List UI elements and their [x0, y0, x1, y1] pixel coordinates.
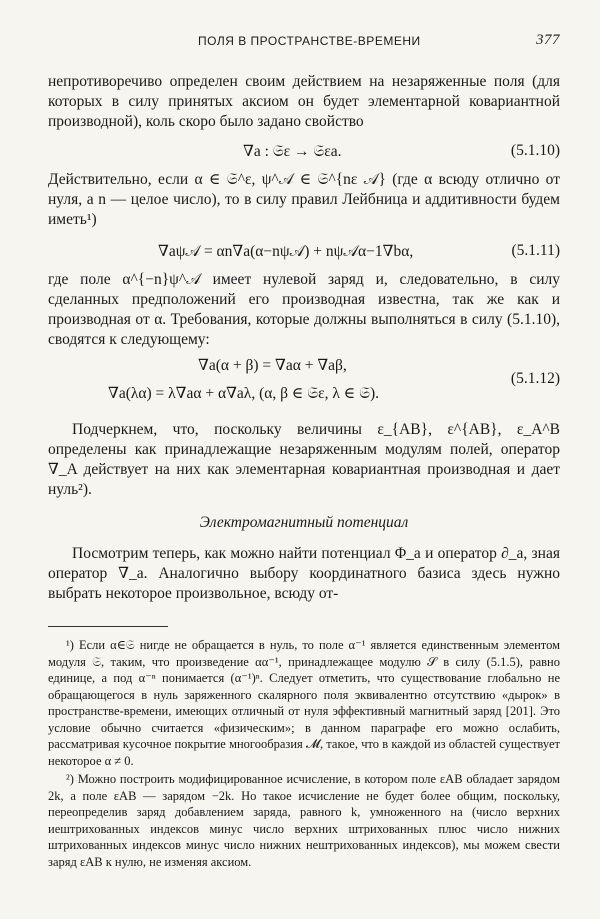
equation-number: (5.1.12) — [510, 370, 560, 387]
equation-number: (5.1.10) — [510, 142, 560, 159]
section-title: Электромагнитный потенциал — [199, 514, 409, 531]
paragraph-4: Подчеркнем, что, поскольку величины ε_{AB}, ε^{AB}, ε_A^B определены как принадлежащие незаряженным модулям полей, оператор ∇_A действует на них как элементарная ковариантная производная и дает нуль²). — [48, 421, 560, 498]
paragraph-2: Действительно, если α ∈ 𝔖^ε, ψ^𝒜 ∈ 𝔖^{nε 𝒜} (где α всюду отлично от нуля, а n — целое число), то в силу правил Лейбница и аддитивности будем иметь¹) — [48, 171, 560, 228]
equation-formula: ∇aψ𝒜 = αn∇a(α−nψ𝒜) + nψ𝒜α−1∇bα, — [158, 243, 414, 260]
equation-formula: ∇a : 𝔖ε → 𝔖εa. — [243, 143, 342, 160]
header-title: ПОЛЯ В ПРОСТРАНСТВЕ-ВРЕМЕНИ — [198, 34, 421, 48]
running-header — [48, 28, 560, 50]
equation-line-2: ∇a(λα) = λ∇aα + α∇aλ, (α, β ∈ 𝔖ε, λ ∈ 𝔖). — [108, 385, 380, 402]
footnote-rule — [48, 626, 168, 627]
equation-5-1-12 — [48, 354, 560, 412]
equation-line-1: ∇a(α + β) = ∇aα + ∇aβ, — [198, 357, 347, 374]
page — [48, 28, 560, 870]
paragraph-5: Посмотрим теперь, как можно найти потенциал Φ_a и оператор ∂_a, зная оператор ∇_a. Аналогично выбору координатного базиса здесь нужно выбрать некоторое произвольное, всюду от- — [48, 545, 560, 602]
equation-5-1-11 — [48, 238, 560, 266]
footnote-2: ²) Можно построить модифицированное исчисление, в котором поле εAB обладает зарядом 2k, а поле εAB — зарядом −2k. Но такое исчисление не будет более общим, поскольку, переопределив заряд добавлением заряда, равного k, умноженного на (число верхних иештрихованных индексов минус число верхних штрихованных плюс число нижних штрихованных индексов минус число нижних нештрихованных индексов), мы можем свести заряд εAB к нулю, не изменяя аксиом. — [48, 772, 560, 869]
paragraph-3: где поле α^{−n}ψ^𝒜 имеет нулевой заряд и, следовательно, в силу сделанных предположений его производная известна, так же как и производная от α. Требования, которые должны выполняться в силу (5.1.10), сводятся к следующему: — [48, 271, 560, 348]
page-number: 377 — [536, 32, 560, 48]
footnote-1: ¹) Если α∈𝔖 нигде не обращается в нуль, то поле α⁻¹ является единственным элементом модуля 𝔖, таким, что произведение αα⁻¹, принадлежащее модулю 𝒮 в силу (5.1.5), равно единице, а под α⁻ⁿ понимается (α⁻¹)ⁿ. Следует отметить, что существование глобально не обращающегося в нуль заряженного скалярного поля эквивалентно отсутствию «дырок» в пространстве-времени, имеющих отличный от нуля эффективный магнитный заряд [201]. Это условие обычно считается «физическим»; в данном параграфе его можно ослабить, рассматривая кусочное покрытие многообразия 𝓜, такое, что в каждой из областей существует некоторое α ≠ 0. — [48, 638, 560, 768]
paragraph-1: непротиворечиво определен своим действием на незаряженные поля (для которых в силу принятых аксиом он будет элементарной ковариантной производной), коль скоро было задано свойство — [48, 73, 560, 130]
equation-5-1-10 — [48, 138, 560, 166]
equation-number: (5.1.11) — [511, 242, 560, 259]
